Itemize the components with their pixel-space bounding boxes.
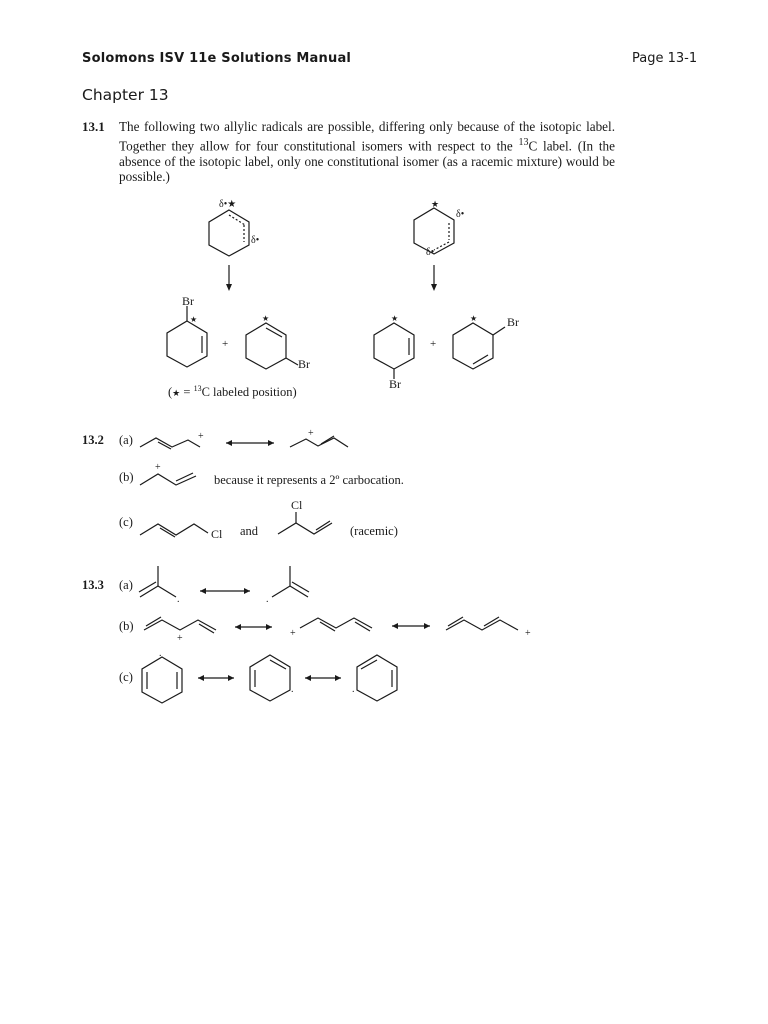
page-number: Page 13-1 (632, 51, 698, 66)
allylic-radical-1 (209, 199, 259, 256)
bromine-label: Br (507, 315, 519, 329)
label-star: ★ (431, 199, 440, 209)
allylic-cation-a2 (290, 428, 348, 447)
methallyl-radical-1 (139, 566, 180, 605)
problem-number-13-1: 13.1 (82, 119, 105, 134)
product-3-bromocyclohexene-a (167, 294, 207, 367)
problem-13-1-text-a: The following two allylic radicals are possible, differing only because of the isotopic label. Together they allow for four constitutional isomers with respect to the (119, 119, 615, 153)
problem-number-13-3: 13.3 (82, 578, 104, 592)
product-3-bromocyclohexene-d (453, 314, 519, 369)
delta-label: δ• (426, 247, 435, 258)
chapter-heading: Chapter 13 (82, 86, 169, 104)
delta-label: δ• (456, 209, 465, 220)
down-arrow-2 (431, 265, 437, 291)
svg-text:.: . (159, 648, 162, 659)
allylic-radical-2 (414, 199, 464, 258)
allylic-cation-a1 (140, 431, 204, 449)
svg-text:+: + (155, 462, 161, 473)
label-star: ★ (262, 314, 270, 323)
label-star: ★ (391, 314, 399, 323)
plus-sign: + (222, 338, 229, 350)
bromine-label: Br (182, 294, 194, 308)
cyclohexadienyl-radical-1 (142, 648, 182, 703)
svg-text:.: . (352, 684, 355, 695)
pentadienyl-cation-2 (290, 618, 372, 639)
svg-text:.: . (291, 684, 294, 695)
part-label-b: (b) (119, 470, 134, 484)
plus-sign: + (430, 338, 437, 350)
part-label-c: (c) (119, 515, 133, 529)
pentadienyl-cation-1 (144, 617, 216, 644)
svg-text:.: . (266, 594, 269, 605)
secondary-cation (140, 462, 196, 485)
svg-text:Cl: Cl (291, 498, 303, 512)
part-label-c: (c) (119, 670, 133, 684)
3-chlorobutene (278, 498, 332, 534)
problem-13-1-text-b: C label. (In the absence of the isotopic label, only one constitutional isomer (as a racemic mixture) would be possible.) (119, 137, 615, 185)
carbocation-explanation: because it represents a 2º carbocation. (214, 473, 404, 487)
svg-text:+: + (198, 431, 204, 442)
svg-text:+: + (308, 428, 314, 439)
part-label-a: (a) (119, 433, 133, 447)
delta-label-star: δ•★ (219, 199, 237, 210)
problem-number-13-2: 13.2 (82, 433, 104, 447)
cyclohexadienyl-radical-2 (250, 655, 294, 701)
isotope-mass: 13 (518, 136, 529, 148)
resonance-arrow (198, 675, 234, 681)
part-label-b: (b) (119, 619, 134, 633)
pentadienyl-cation-3 (446, 617, 531, 639)
crotyl-chloride (140, 524, 223, 541)
delta-label: δ• (251, 235, 260, 246)
resonance-arrow (305, 675, 341, 681)
resonance-arrow (226, 440, 274, 446)
svg-text:Cl: Cl (211, 527, 223, 541)
methallyl-radical-2 (266, 566, 309, 605)
resonance-arrow (235, 624, 272, 630)
label-star: ★ (190, 315, 198, 324)
svg-text:.: . (177, 594, 180, 605)
label-star: ★ (470, 314, 478, 323)
and-word: and (240, 524, 259, 538)
resonance-arrow (200, 588, 250, 594)
down-arrow-1 (226, 265, 232, 291)
svg-text:+: + (525, 628, 531, 639)
product-3-bromocyclohexene-b (246, 314, 310, 371)
isotope-legend: (★ = $^{13}$C labeled position) (168, 384, 297, 399)
resonance-arrow (392, 623, 430, 629)
racemic-note: (racemic) (350, 524, 398, 538)
bromine-label: Br (389, 377, 401, 391)
product-3-bromocyclohexene-c (374, 314, 414, 391)
bromine-label: Br (298, 357, 310, 371)
part-label-a: (a) (119, 578, 133, 592)
svg-text:+: + (177, 633, 183, 644)
svg-text:+: + (290, 628, 296, 639)
manual-title: Solomons ISV 11e Solutions Manual (82, 51, 352, 66)
cyclohexadienyl-radical-3 (352, 655, 397, 701)
